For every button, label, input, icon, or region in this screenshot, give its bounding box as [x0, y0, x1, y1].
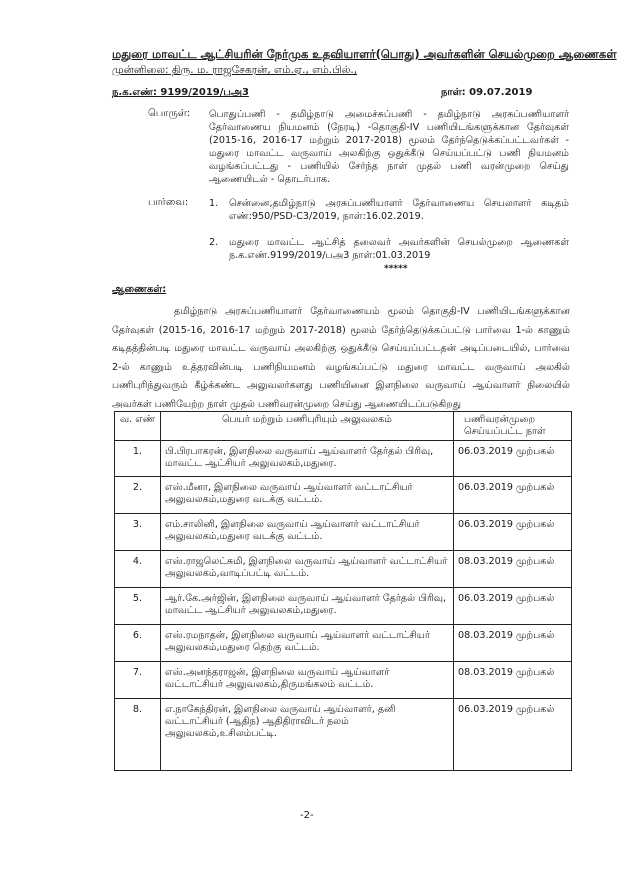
- column-header-serial: வ. எண்: [115, 412, 161, 441]
- date-cell: 08.03.2019 முற்பகல்: [454, 662, 572, 699]
- table-row: [115, 551, 572, 588]
- reference-item-text: சென்னை,தமிழ்நாடு அரசுப்பணியாளர் தேர்வாணைய செயலாளர் கடிதம் எண்:950/PSD-C3/2019, நாள்:16.02.2019.: [229, 198, 569, 222]
- name-office-cell: எ.நாகேந்திரன், இளநிலை வருவாய் ஆய்வாளர், தனி வட்டாட்சியர் (ஆதிந) ஆதிதிராவிடர் நலம் அலுவலகம்,உசிலம்பட்டி.: [161, 699, 454, 771]
- name-office-cell: எஸ்.அனந்தராஜன், இளநிலை வருவாய் ஆய்வாளர் வட்டாட்சியர் அலுவலகம்,திருமங்கலம் வட்டம்.: [161, 662, 454, 699]
- table-row: [115, 441, 572, 477]
- serial-cell: 4.: [115, 551, 161, 588]
- reference-item-number: 2.: [209, 237, 219, 248]
- name-office-cell: பி.பிரபாகரன், இளநிலை வருவாய் ஆய்வாளர் தேர்தல் பிரிவு, மாவட்ட ஆட்சியர் அலுவலகம்,மதுரை.: [161, 441, 454, 477]
- serial-cell: 7.: [115, 662, 161, 699]
- table-row: [115, 662, 572, 699]
- serial-cell: 6.: [115, 625, 161, 662]
- serial-cell: 8.: [115, 699, 161, 771]
- date-cell: 08.03.2019 முற்பகல்: [454, 625, 572, 662]
- reference-date: நாள்: 09.07.2019: [441, 87, 533, 98]
- serial-cell: 3.: [115, 514, 161, 551]
- document-title: மதுரை மாவட்ட ஆட்சியரின் நேர்முக உதவியாளர்(பொது) அவர்களின் செயல்முறை ஆணைகள்: [112, 47, 617, 61]
- name-office-cell: எஸ்.மீனா, இளநிலை வருவாய் ஆய்வாளர் வட்டாட்சியர் அலுவலகம்,மதுரை வடக்கு வட்டம்.: [161, 477, 454, 514]
- table-row: [115, 514, 572, 551]
- table-row: [115, 699, 572, 771]
- table-row: [115, 588, 572, 625]
- reference-number: ந.க.எண்: 9199/2019/பஅ3: [112, 87, 249, 98]
- references-label: பார்வை:: [148, 197, 189, 208]
- column-header-name-office: பெயர் மற்றும் பணிபுரியும் அலுவலகம்: [161, 412, 454, 441]
- serial-cell: 2.: [115, 477, 161, 514]
- date-cell: 06.03.2019 முற்பகல்: [454, 699, 572, 771]
- name-office-cell: எஸ்.ரமநாதன், இளநிலை வருவாய் ஆய்வாளர் வட்டாட்சியர் அலுவலகம்,மதுரை தெற்கு வட்டம்.: [161, 625, 454, 662]
- name-office-cell: ஆர்.கே.அர்ஜின், இளநிலை வருவாய் ஆய்வாளர் தேர்தல் பிரிவு, மாவட்ட ஆட்சியர் அலுவலகம்,மதுரை.: [161, 588, 454, 625]
- table-header-row: [115, 412, 572, 441]
- orders-heading: ஆணைகள்:: [112, 284, 167, 295]
- serial-cell: 1.: [115, 441, 161, 477]
- subject-label: பொருள்:: [148, 108, 191, 119]
- presence-line: முன்னிலை: திரு. ம. ராஜசேகரன், எம்.ஏ., எம்.பில்.,: [112, 64, 358, 76]
- date-cell: 06.03.2019 முற்பகல்: [454, 514, 572, 551]
- regularisation-table: [114, 411, 572, 771]
- name-office-cell: எம்.சாலினி, இளநிலை வருவாய் ஆய்வாளர் வட்டாட்சியர் அலுவலகம்,மதுரை வடக்கு வட்டம்.: [161, 514, 454, 551]
- date-cell: 06.03.2019 முற்பகல்: [454, 477, 572, 514]
- orders-paragraph: தமிழ்நாடு அரசுப்பணியாளர் தேர்வாணையம் மூலம் தொகுதி-IV பணியிடங்களுக்கான தேர்வுகள் (2015-16, 2016-17 மற்றும் 2017-2018) மூலம் தேர்ந்தெடுக்கப்பட்டு பார்வை 1-ல் காணும் கடிதத்தின்படி மதுரை மாவட்ட வருவாய் அலகிற்கு ஒதுக்கீடு செய்யப்பட்டதன் அடிப்படையில், பார்வை 2-ல் காணும் உத்தரவின்படி பணிநியமனம் வழங்கப்பட்டு மதுரை மாவட்ட வருவாய் அலகில் பணிபுரிந்துவரும் கீழ்க்கண்ட அலுவலர்களது பணியினை இளநிலை வருவாய் ஆய்வாளர் நிலையில் அவர்கள் பணியேற்ற நாள் முதல் பணிவரன்முறை செய்து ஆணையிடப்படுகிறது: [112, 306, 570, 410]
- subject-text: பொதுப்பணி - தமிழ்நாடு அமைச்சுப்பணி - தமிழ்நாடு அரசுப்பணியாளர் தேர்வாணைய நியமனம் (நேரடி) -தொகுதி-IV பணியிடங்களுக்கான தேர்வுகள் (2015-16, 2016-17 மற்றும் 2017-2018) மூலம் தேர்ந்தெடுக்கப்பட்டவர்கள் - மதுரை மாவட்ட வருவாய் அலகிற்கு ஒதுக்கீடு செய்யப்பட்டு பணி நியமனம் வழங்கப்பட்டது - பணியில் சேர்ந்த நாள் முதல் பணி வரன்முறை செய்து ஆணையிடல் - தொடர்பாக.: [209, 109, 569, 185]
- serial-cell: 5.: [115, 588, 161, 625]
- reference-item-text: மதுரை மாவட்ட ஆட்சித் தலைவர் அவர்களின் செயல்முறை ஆணைகள் ந.க.எண்.9199/2019/பஅ3 நாள்:01.03.2019: [229, 237, 569, 261]
- table-row: [115, 477, 572, 514]
- reference-item-number: 1.: [209, 198, 219, 209]
- name-office-cell: எஸ்.ராஜலெட்சுமி, இளநிலை வருவாய் ஆய்வாளர் வட்டாட்சியர் அலுவலகம்,வாடிப்பட்டி வட்டம்.: [161, 551, 454, 588]
- separator-stars: *****: [384, 264, 408, 274]
- date-cell: 08.03.2019 முற்பகல்: [454, 551, 572, 588]
- page-number: -2-: [300, 810, 314, 821]
- table-row: [115, 625, 572, 662]
- date-cell: 06.03.2019 முற்பகல்: [454, 588, 572, 625]
- column-header-date: பணிவரன்முறை செய்யப்பட்ட நாள்: [454, 412, 572, 441]
- date-cell: 06.03.2019 முற்பகல்: [454, 441, 572, 477]
